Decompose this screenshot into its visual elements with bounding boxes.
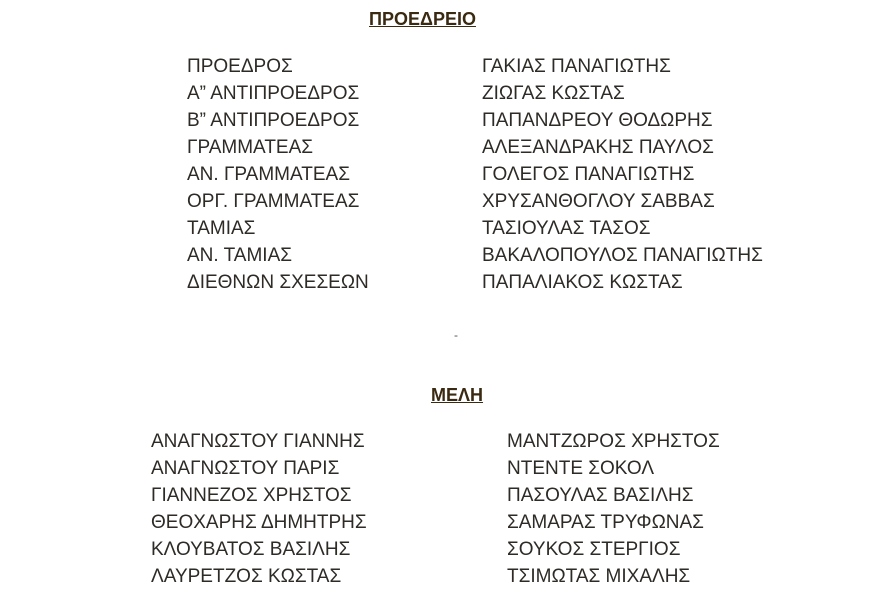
members-left-list bbox=[151, 428, 367, 590]
board-position: ΑΝ. ΓΡΑΜΜΑΤΕΑΣ bbox=[187, 164, 350, 185]
board-heading: ΠΡΟΕΔΡΕΙΟ bbox=[369, 9, 476, 29]
board-position: ΠΡΟΕΔΡΟΣ bbox=[187, 56, 293, 77]
board-names-list bbox=[482, 53, 763, 296]
board-member-name: ΤΑΣΙΟΥΛΑΣ ΤΑΣΟΣ bbox=[482, 218, 651, 239]
member-name: ΑΝΑΓΝΩΣΤΟΥ ΠΑΡΙΣ bbox=[151, 458, 340, 479]
member-name: ΓΙΑΝΝΕΖΟΣ ΧΡΗΣΤΟΣ bbox=[151, 485, 352, 506]
members-right-list bbox=[507, 428, 720, 590]
board-member-name: ΑΛΕΞΑΝΔΡΑΚΗΣ ΠΑΥΛΟΣ bbox=[482, 137, 714, 158]
member-name: ΑΝΑΓΝΩΣΤΟΥ ΓΙΑΝΝΗΣ bbox=[151, 431, 365, 452]
member-name: ΤΣΙΜΩΤΑΣ ΜΙΧΑΛΗΣ bbox=[507, 566, 691, 587]
board-position: ΟΡΓ. ΓΡΑΜΜΑΤΕΑΣ bbox=[187, 191, 360, 212]
member-name: ΝΤΕΝΤΕ ΣΟΚΟΛ bbox=[507, 458, 655, 479]
member-name: ΣΟΥΚΟΣ ΣΤΕΡΓΙΟΣ bbox=[507, 539, 681, 560]
board-positions-list bbox=[187, 53, 369, 296]
members-heading: ΜΕΛΗ bbox=[431, 385, 484, 405]
board-position: ΓΡΑΜΜΑΤΕΑΣ bbox=[187, 137, 314, 158]
board-position: Β” ΑΝΤΙΠΡΟΕΔΡΟΣ bbox=[187, 110, 360, 131]
board-member-name: ΓΑΚΙΑΣ ΠΑΝΑΓΙΩΤΗΣ bbox=[482, 56, 671, 77]
board-member-name: ΖΙΩΓΑΣ ΚΩΣΤΑΣ bbox=[482, 83, 625, 104]
section-separator: - bbox=[454, 328, 458, 342]
member-name: ΘΕΟΧΑΡΗΣ ΔΗΜΗΤΡΗΣ bbox=[151, 512, 367, 533]
member-name: ΠΑΣΟΥΛΑΣ ΒΑΣΙΛΗΣ bbox=[507, 485, 694, 506]
member-name: ΣΑΜΑΡΑΣ ΤΡΥΦΩΝΑΣ bbox=[507, 512, 704, 533]
board-position: ΔΙΕΘΝΩΝ ΣΧΕΣΕΩΝ bbox=[187, 272, 369, 293]
member-name: ΚΛΟΥΒΑΤΟΣ ΒΑΣΙΛΗΣ bbox=[151, 539, 351, 560]
board-member-name: ΠΑΠΑΛΙΑΚΟΣ ΚΩΣΤΑΣ bbox=[482, 272, 683, 293]
member-name: ΛΑΥΡΕΤΖΟΣ ΚΩΣΤΑΣ bbox=[151, 566, 342, 587]
board-position: ΑΝ. ΤΑΜΙΑΣ bbox=[187, 245, 293, 266]
board-member-name: ΧΡΥΣΑΝΘΟΓΛΟΥ ΣΑΒΒΑΣ bbox=[482, 191, 715, 212]
board-member-name: ΒΑΚΑΛΟΠΟΥΛΟΣ ΠΑΝΑΓΙΩΤΗΣ bbox=[482, 245, 763, 266]
board-position: ΤΑΜΙΑΣ bbox=[187, 218, 256, 239]
board-member-name: ΓΟΛΕΓΟΣ ΠΑΝΑΓΙΩΤΗΣ bbox=[482, 164, 695, 185]
member-name: ΜΑΝΤΖΩΡΟΣ ΧΡΗΣΤΟΣ bbox=[507, 431, 720, 452]
board-member-name: ΠΑΠΑΝΔΡΕΟΥ ΘΟΔΩΡΗΣ bbox=[482, 110, 713, 131]
board-position: Α” ΑΝΤΙΠΡΟΕΔΡΟΣ bbox=[187, 83, 360, 104]
